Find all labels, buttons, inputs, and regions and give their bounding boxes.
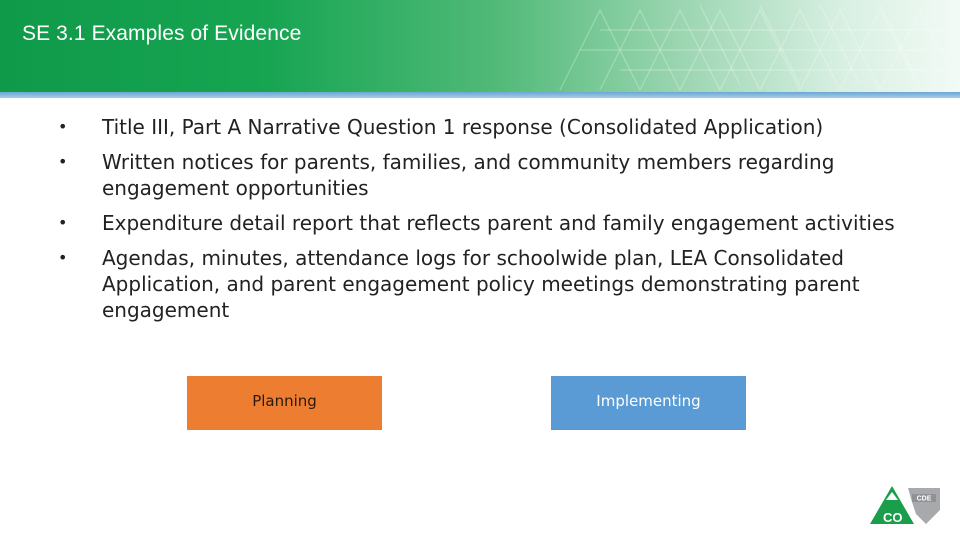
list-item-text: Written notices for parents, families, and community members regarding engagement opportunities (102, 150, 835, 200)
page-title: SE 3.1 Examples of Evidence (22, 22, 302, 45)
list-item (58, 114, 918, 140)
list-item (58, 149, 918, 201)
state-shape-icon (908, 488, 940, 524)
cde-logo (868, 484, 944, 528)
bullet-marker: • (58, 248, 68, 267)
planning-label: Planning (252, 392, 317, 410)
list-item (58, 245, 918, 323)
bullet-marker: • (58, 117, 68, 136)
bullet-marker: • (58, 152, 68, 171)
header-accent-bar (0, 92, 960, 98)
header-pattern (0, 0, 960, 92)
list-item-text: Expenditure detail report that reflects parent and family engagement activities (102, 211, 895, 235)
cde-text: CDE (916, 495, 932, 503)
bullet-marker: • (58, 213, 68, 232)
implementing-label: Implementing (596, 392, 701, 410)
implementing-box[interactable] (551, 376, 746, 430)
evidence-list (58, 114, 918, 332)
planning-box[interactable] (187, 376, 382, 430)
header-banner (0, 0, 960, 92)
list-item-text: Title III, Part A Narrative Question 1 response (Consolidated Application) (102, 115, 824, 139)
list-item (58, 210, 918, 236)
co-text: CO (883, 510, 903, 525)
list-item-text: Agendas, minutes, attendance logs for schoolwide plan, LEA Consolidated Application, and parent engagement policy meetings demonstrating parent engagement (102, 246, 860, 322)
